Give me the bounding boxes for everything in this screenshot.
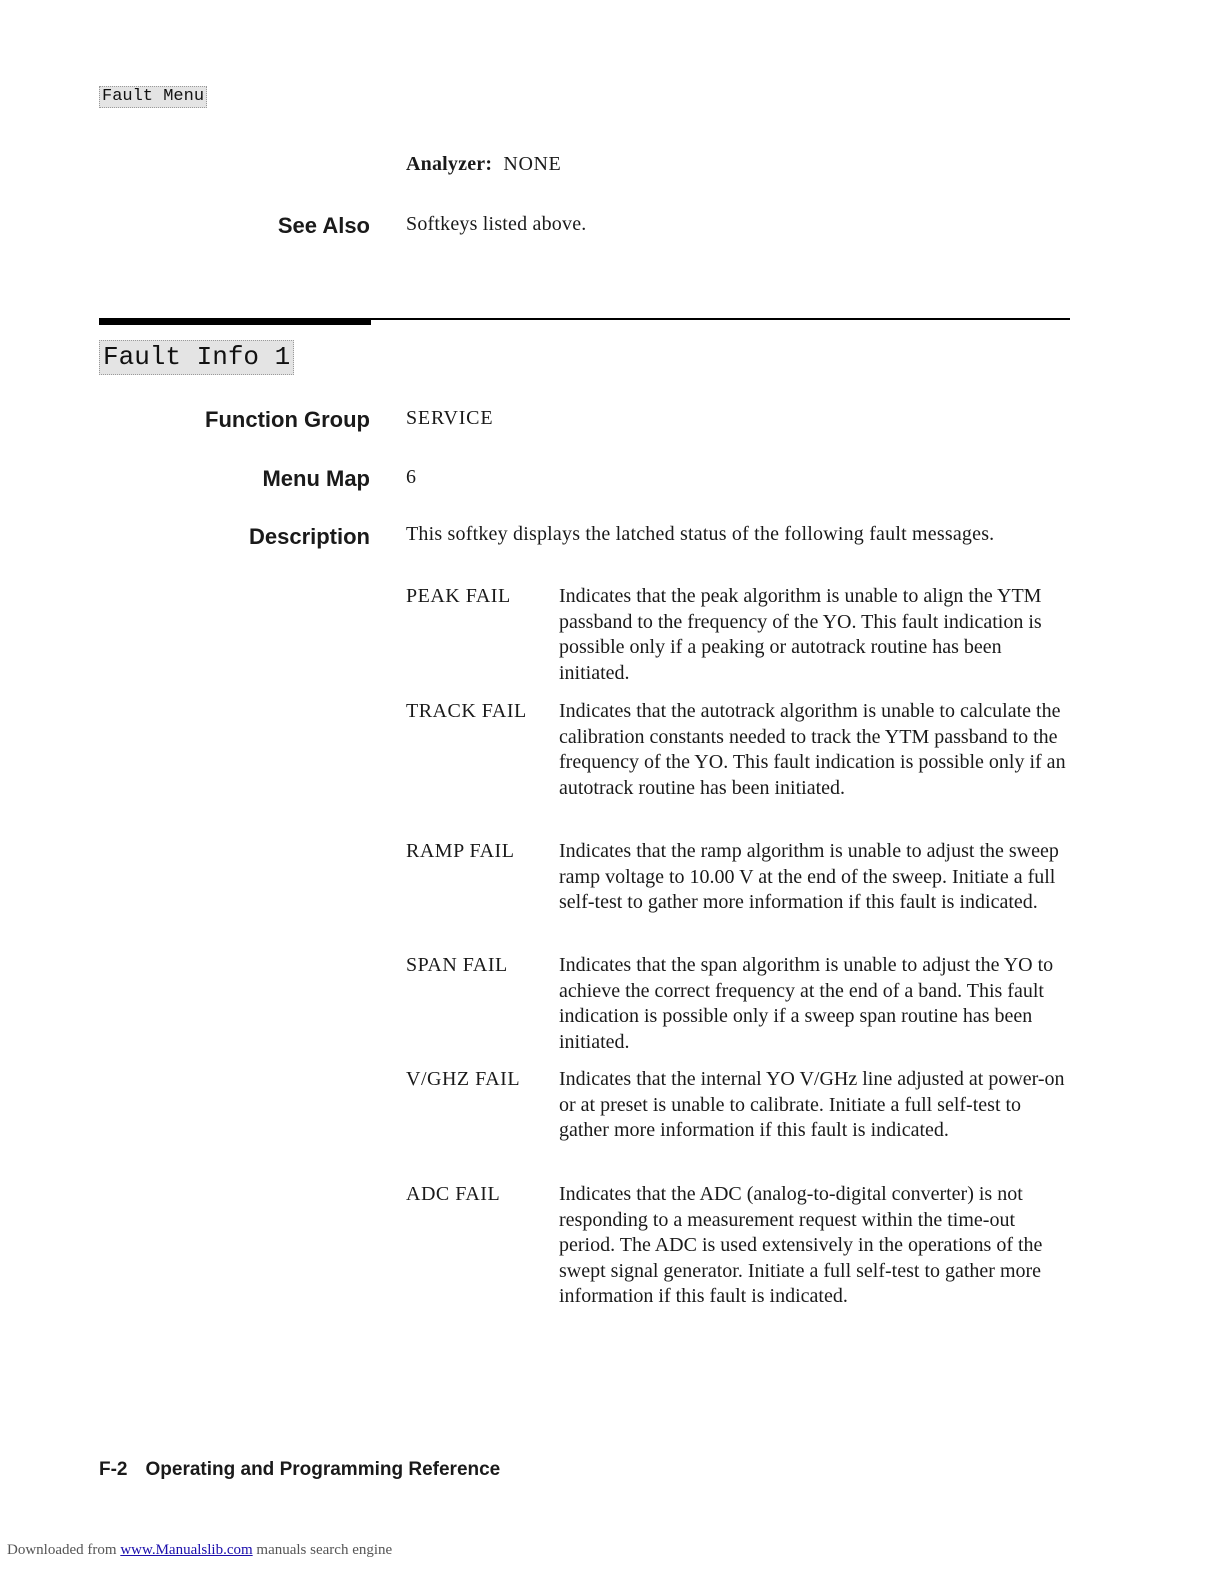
fault-description: Indicates that the internal YO V/GHz line adjusted at power-on or at preset is unable to calibrate. Initiate a full self-test to gather more information if this fault is indicated. [559, 1068, 1065, 1141]
download-suffix: manuals search engine [256, 1542, 393, 1558]
fault-term: SPAN FAIL [406, 954, 508, 976]
fault-term: PEAK FAIL [406, 585, 511, 607]
fault-term: V/GHZ FAIL [406, 1068, 521, 1090]
analyzer-value: NONE [503, 153, 562, 175]
fault-menu-key-label: Fault Menu [99, 86, 207, 108]
fault-description: Indicates that the autotrack algorithm is unable to calculate the calibration constants needed to track the YTM passband to the frequency of the YO. This fault indication is possible only if an autotrack routine has been initiated. [559, 700, 1066, 799]
see-also-heading: See Also [277, 213, 370, 238]
manualslib-link[interactable]: www.Manualslib.com [120, 1542, 253, 1558]
fault-term: TRACK FAIL [406, 700, 527, 722]
menu-map-heading: Menu Map [262, 466, 370, 491]
fault-description: Indicates that the ADC (analog-to-digital converter) is not responding to a measurement request within the time-out period. The ADC is used extensively in the operations of the swept signal generator. Initiate a full self-test to gather more information if this fault is indicated. [559, 1183, 1043, 1307]
function-group-heading: Function Group [205, 407, 370, 432]
fault-description: Indicates that the span algorithm is unable to adjust the YO to achieve the correct frequency at the end of a band. This fault indication is possible only if a sweep span routine has been initiated. [559, 954, 1054, 1053]
function-group-value: SERVICE [406, 407, 494, 429]
fault-term: ADC FAIL [406, 1183, 501, 1205]
fault-description: Indicates that the ramp algorithm is unable to adjust the sweep ramp voltage to 10.00 V at the end of the sweep. Initiate a full self-test to gather more information if this fault is indicated. [559, 840, 1059, 913]
section-rule-thick [99, 318, 371, 325]
fault-term: RAMP FAIL [406, 840, 515, 862]
fault-description: Indicates that the peak algorithm is unable to align the YTM passband to the frequency of the YO. This fault indication is possible only if a peaking or autotrack routine has been initiated. [559, 585, 1042, 684]
description-heading: Description [248, 524, 370, 549]
download-prefix: Downloaded from [7, 1542, 117, 1558]
description-intro: This softkey displays the latched status of the following fault messages. [406, 523, 995, 545]
book-title: Operating and Programming Reference [145, 1459, 501, 1480]
see-also-text: Softkeys listed above. [406, 213, 587, 235]
analyzer-label: Analyzer: [406, 153, 493, 175]
download-notice [7, 1542, 392, 1559]
menu-map-value: 6 [406, 466, 417, 488]
section-rule-thin [371, 318, 1070, 320]
fault-info-1-key-label: Fault Info 1 [99, 340, 294, 375]
analyzer-line [406, 152, 561, 177]
page-number: F-2 [99, 1459, 128, 1480]
page-footer [99, 1459, 500, 1481]
